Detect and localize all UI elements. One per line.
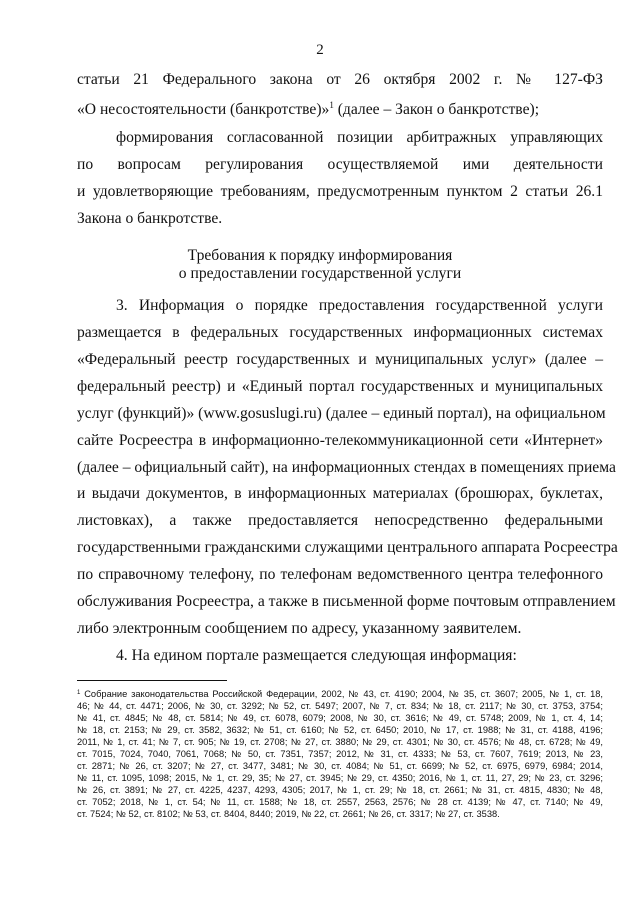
text-line: 3. Информация о порядке предоставления государственной услуги	[116, 297, 603, 314]
text-line: федеральный реестр) и «Единый портал государственных и муниципальных	[77, 378, 603, 395]
text-line: по вопросам регулирования осуществляемой ими деятельности	[77, 156, 603, 173]
footnote-marker: 1	[77, 690, 81, 696]
page-number: 2	[316, 42, 324, 58]
text-line: государственными гражданскими служащими центрального аппарата Росреестра	[77, 539, 618, 556]
footnote-line: ст. 7052; 2018, № 1, ст. 54; № 11, ст. 1588; № 18, ст. 2557, 2563, 2576; № 28 ст. 4139; № 47, ст. 7140; № 49,	[77, 797, 603, 807]
footnote-ref: 1	[329, 100, 334, 110]
footnote-line: ст. 2871; № 26, ст. 3207; № 27, ст. 3477, 3481; № 30, ст. 4084; № 51, ст. 6699; № 52, ст. 6975, 6979, 6984; 2014,	[77, 761, 603, 771]
text-line: статьи 21 Федерального закона от 26 октября 2002 г. № 127-ФЗ	[77, 71, 603, 88]
text-line: листовках), а также предоставляется непосредственно федеральными	[77, 512, 603, 529]
text-line: формирования согласованной позиции арбитражных управляющих	[116, 129, 603, 146]
text-line: Закона о банкротстве.	[77, 210, 223, 227]
text-line: услуг (функций)» (www.gosuslugi.ru) (далее – единый портал), на официальном	[77, 405, 606, 422]
text-line: либо электронным сообщением по адресу, указанному заявителем.	[77, 620, 522, 637]
text-line: (далее – официальный сайт), на информационных стендах в помещениях приема	[77, 459, 616, 476]
footnote-text: Собрание законодательства Российской Федерации, 2002, № 43, ст. 4190; 2004, № 35, ст. 3607; 2005, № 1, ст. 18,	[84, 689, 603, 699]
text-line	[77, 101, 603, 118]
text-line: обслуживания Росреестра, а также в письменной форме почтовым отправлением	[77, 593, 616, 610]
text-line: 4. На едином портале размещается следующая информация:	[116, 647, 517, 664]
footnote-line: № 41, ст. 4845; № 48, ст. 5814; № 49, ст. 6078, 6079; 2008, № 30, ст. 3616; № 49, ст. 5748; 2009, № 1, ст. 4, 14;	[77, 713, 603, 723]
footnote-line: № 11, ст. 1095, 1098; 2015, № 1, ст. 29, 35; № 27, ст. 3945; № 29, ст. 4350; 2016, № 1, ст. 11, 27, 29; № 23, ст. 3296;	[77, 773, 603, 783]
text-line: и выдачи документов, в информационных материалах (брошюрах, буклетах,	[77, 485, 603, 502]
law-title: «О несостоятельности (банкротстве)»	[77, 101, 330, 118]
text-line: по справочному телефону, по телефонам ведомственного центра телефонного	[77, 566, 603, 583]
law-abbrev: (далее – Закон о банкротстве);	[333, 101, 540, 118]
text-line: сайте Росреестра в информационно-телекоммуникационной сети «Интернет»	[77, 432, 603, 449]
text-line: «Федеральный реестр государственных и муниципальных услуг» (далее –	[77, 351, 603, 368]
footnote-line: ст. 7015, 7024, 7040, 7061, 7068; № 50, ст. 7351, 7357; 2012, № 31, ст. 4333; № 53, ст. 7607, 7619; 2013, № 23,	[77, 749, 603, 759]
section-heading-line1: Требования к порядку информирования	[187, 247, 453, 264]
footnote-line: ст. 7524; № 52, ст. 8102; № 53, ст. 8404, 8440; 2019, № 22, ст. 2661; № 26, ст. 3317; № 27, ст. 3538.	[77, 809, 500, 819]
footnote-line: № 26, ст. 3891; № 27, ст. 4225, 4237, 4293, 4305; 2017, № 1, ст. 29; № 18, ст. 2661; № 31, ст. 4815, 4830; № 48,	[77, 785, 603, 795]
footnote-line: 46; № 44, ст. 4471; 2006, № 30, ст. 3292; № 52, ст. 5497; 2007, № 7, ст. 834; № 18, ст. 2117; № 30, ст. 3753, 3754;	[77, 701, 603, 711]
section-heading-line2: о предоставлении государственной услуги	[178, 265, 462, 282]
text-line: размещается в федеральных государственных информационных системах	[77, 324, 603, 341]
footnote-line	[77, 690, 603, 699]
text-line: и удовлетворяющие требованиям, предусмотренным пунктом 2 статьи 26.1	[77, 183, 603, 200]
footnote-line: 2011, № 1, ст. 41; № 7, ст. 905; № 19, ст. 2708; № 27, ст. 3880; № 29, ст. 4301; № 30, ст. 4576; № 48, ст. 6728; № 49,	[77, 737, 603, 747]
footnote-line: № 18, ст. 2153; № 29, ст. 3582, 3632; № 51, ст. 6160; № 52, ст. 6450; 2010, № 17, ст. 1988; № 31, ст. 4188, 4196;	[77, 725, 603, 735]
footnote-divider	[77, 680, 227, 681]
